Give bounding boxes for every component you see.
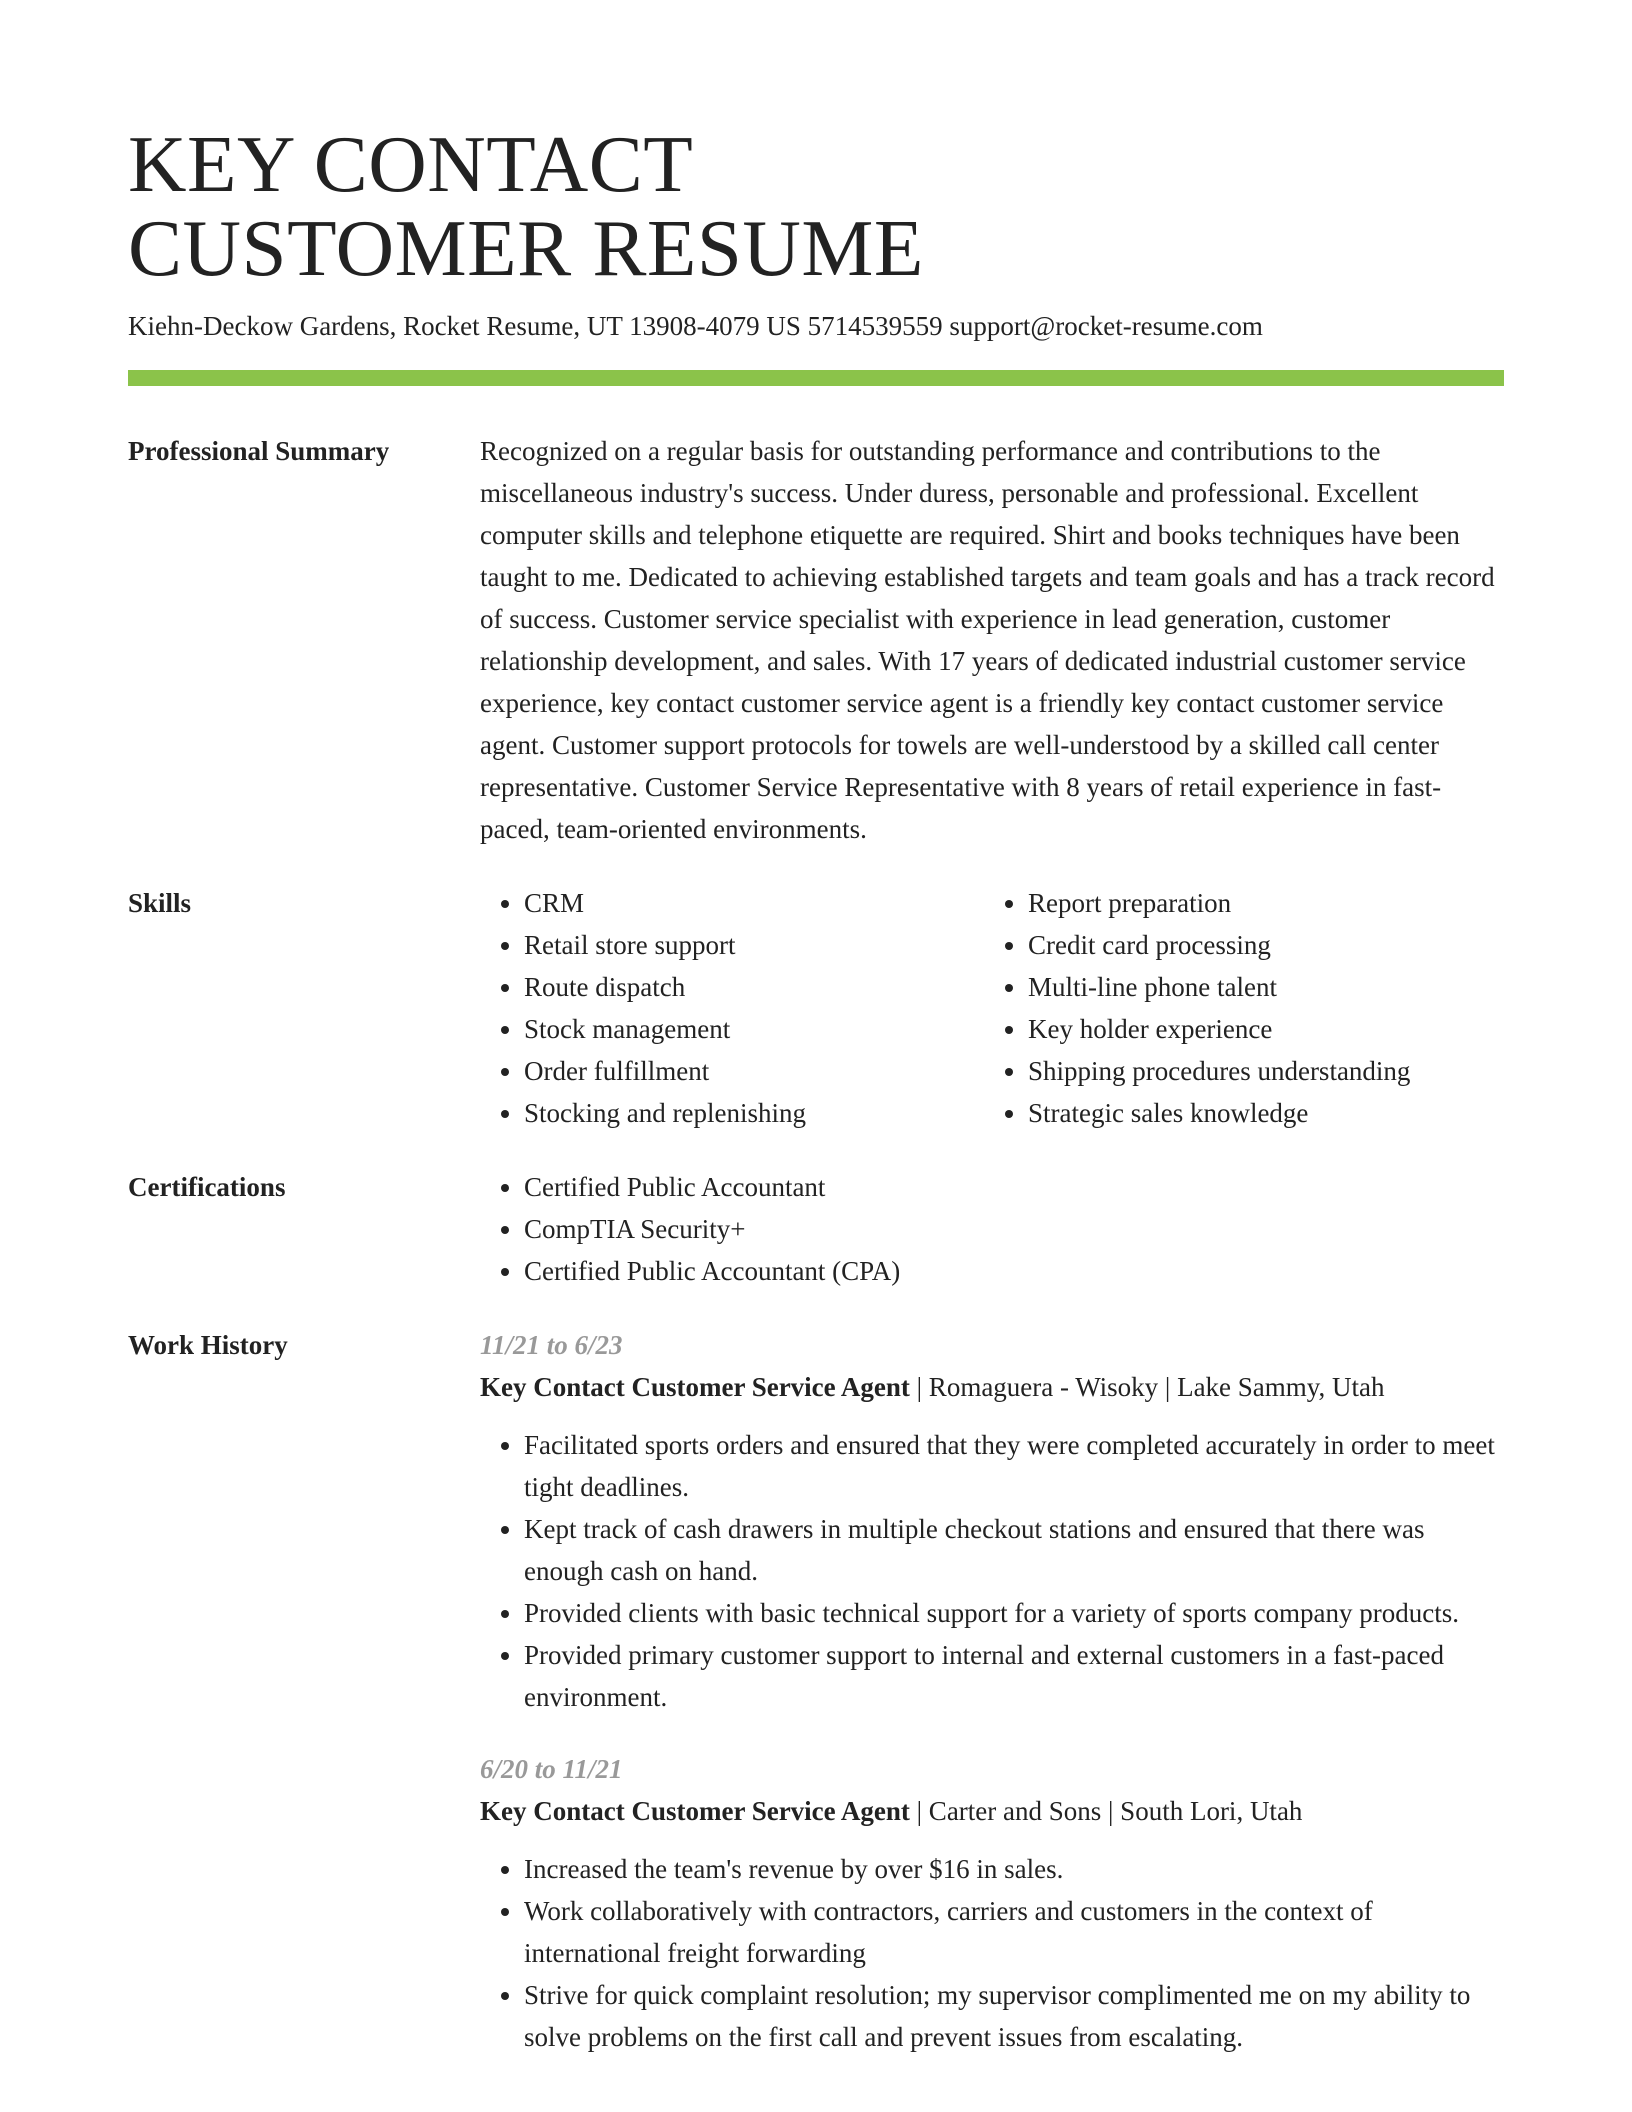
skill-item: • Route dispatch	[524, 966, 984, 1008]
job-bullets	[480, 1424, 1504, 1718]
job-employer-location: | Carter and Sons | South Lori, Utah	[909, 1796, 1303, 1826]
accent-divider	[128, 370, 1504, 386]
job-title: Key Contact Customer Service Agent	[480, 1372, 910, 1402]
job-bullet: • Increased the team's revenue by over $16 in sales.	[524, 1848, 1504, 1890]
job-title: Key Contact Customer Service Agent	[480, 1796, 910, 1826]
work-history-body	[480, 1324, 1504, 2088]
skill-item: • Order fulfillment	[524, 1050, 984, 1092]
job-entry	[480, 1324, 1504, 1718]
work-history-label: Work History	[128, 1330, 288, 1360]
skill-item: • Stock management	[524, 1008, 984, 1050]
skill-item: • Shipping procedures understanding	[1028, 1050, 1488, 1092]
skill-item: • Multi-line phone talent	[1028, 966, 1488, 1008]
certifications-list	[480, 1166, 1504, 1292]
skill-item: • Credit card processing	[1028, 924, 1488, 966]
job-bullet: • Kept track of cash drawers in multiple checkout stations and ensured that there was enough cash on hand.	[524, 1508, 1504, 1592]
job-entry	[480, 1748, 1504, 2058]
skills-body	[480, 882, 1504, 1134]
skill-item: • Key holder experience	[1028, 1008, 1488, 1050]
resume-title-line-2: CUSTOMER RESUME	[128, 203, 924, 293]
skill-item: • Report preparation	[1028, 882, 1488, 924]
skill-item: • Retail store support	[524, 924, 984, 966]
job-heading	[480, 1366, 1504, 1408]
job-dates: 6/20 to 11/21	[480, 1754, 623, 1784]
skill-item: • CRM	[524, 882, 984, 924]
summary-label: Professional Summary	[128, 436, 390, 466]
job-bullet: • Work collaboratively with contractors, carriers and customers in the context of international freight forwarding	[524, 1890, 1504, 1974]
skill-item: • Strategic sales knowledge	[1028, 1092, 1488, 1134]
job-bullet: • Facilitated sports orders and ensured that they were completed accurately in order to meet tight deadlines.	[524, 1424, 1504, 1508]
resume-header	[128, 119, 1504, 344]
job-dates: 11/21 to 6/23	[480, 1330, 623, 1360]
skills-list-right	[984, 882, 1488, 1134]
certifications-label: Certifications	[128, 1172, 286, 1202]
summary-body	[480, 430, 1504, 850]
certification-item: • Certified Public Accountant (CPA)	[524, 1250, 1504, 1292]
skills-column-left	[480, 882, 984, 1134]
job-bullet: • Provided primary customer support to internal and external customers in a fast-paced environment.	[524, 1634, 1504, 1718]
skills-grid	[480, 882, 1504, 1134]
resume-title-line-1: KEY CONTACT	[128, 119, 694, 209]
job-bullet: • Strive for quick complaint resolution; my supervisor complimented me on my ability to solve problems on the first call and prevent issues from escalating.	[524, 1974, 1504, 2058]
contact-info: Kiehn-Deckow Gardens, Rocket Resume, UT 13908-4079 US 5714539559 support@rocket-resume.com	[128, 311, 1263, 341]
skills-label: Skills	[128, 888, 192, 918]
skills-column-right	[984, 882, 1488, 1134]
skills-list-left	[480, 882, 984, 1134]
summary-text: Recognized on a regular basis for outstanding performance and contributions to the miscellaneous industry's success. Under duress, personable and professional. Excellent computer skills and telephone etiquette are required. Shirt and books techniques have been taught to me. Dedicated to achieving established targets and team goals and has a track record of success. Customer service specialist with experience in lead generation, customer relationship development, and sales. With 17 years of dedicated industrial customer service experience, key contact customer service agent is a friendly key contact customer service agent. Customer support protocols for towels are well-understood by a skilled call center representative. Customer Service Representative with 8 years of retail experience in fast-paced, team-oriented environments.	[480, 436, 1495, 844]
skill-item: • Stocking and replenishing	[524, 1092, 984, 1134]
certifications-body	[480, 1166, 1504, 1292]
resume-title	[128, 119, 1504, 293]
job-bullets	[480, 1848, 1504, 2058]
job-heading	[480, 1790, 1504, 1832]
job-bullet: • Provided clients with basic technical support for a variety of sports company products.	[524, 1592, 1504, 1634]
certification-item: • Certified Public Accountant	[524, 1166, 1504, 1208]
certification-item: • CompTIA Security+	[524, 1208, 1504, 1250]
job-employer-location: | Romaguera - Wisoky | Lake Sammy, Utah	[909, 1372, 1385, 1402]
